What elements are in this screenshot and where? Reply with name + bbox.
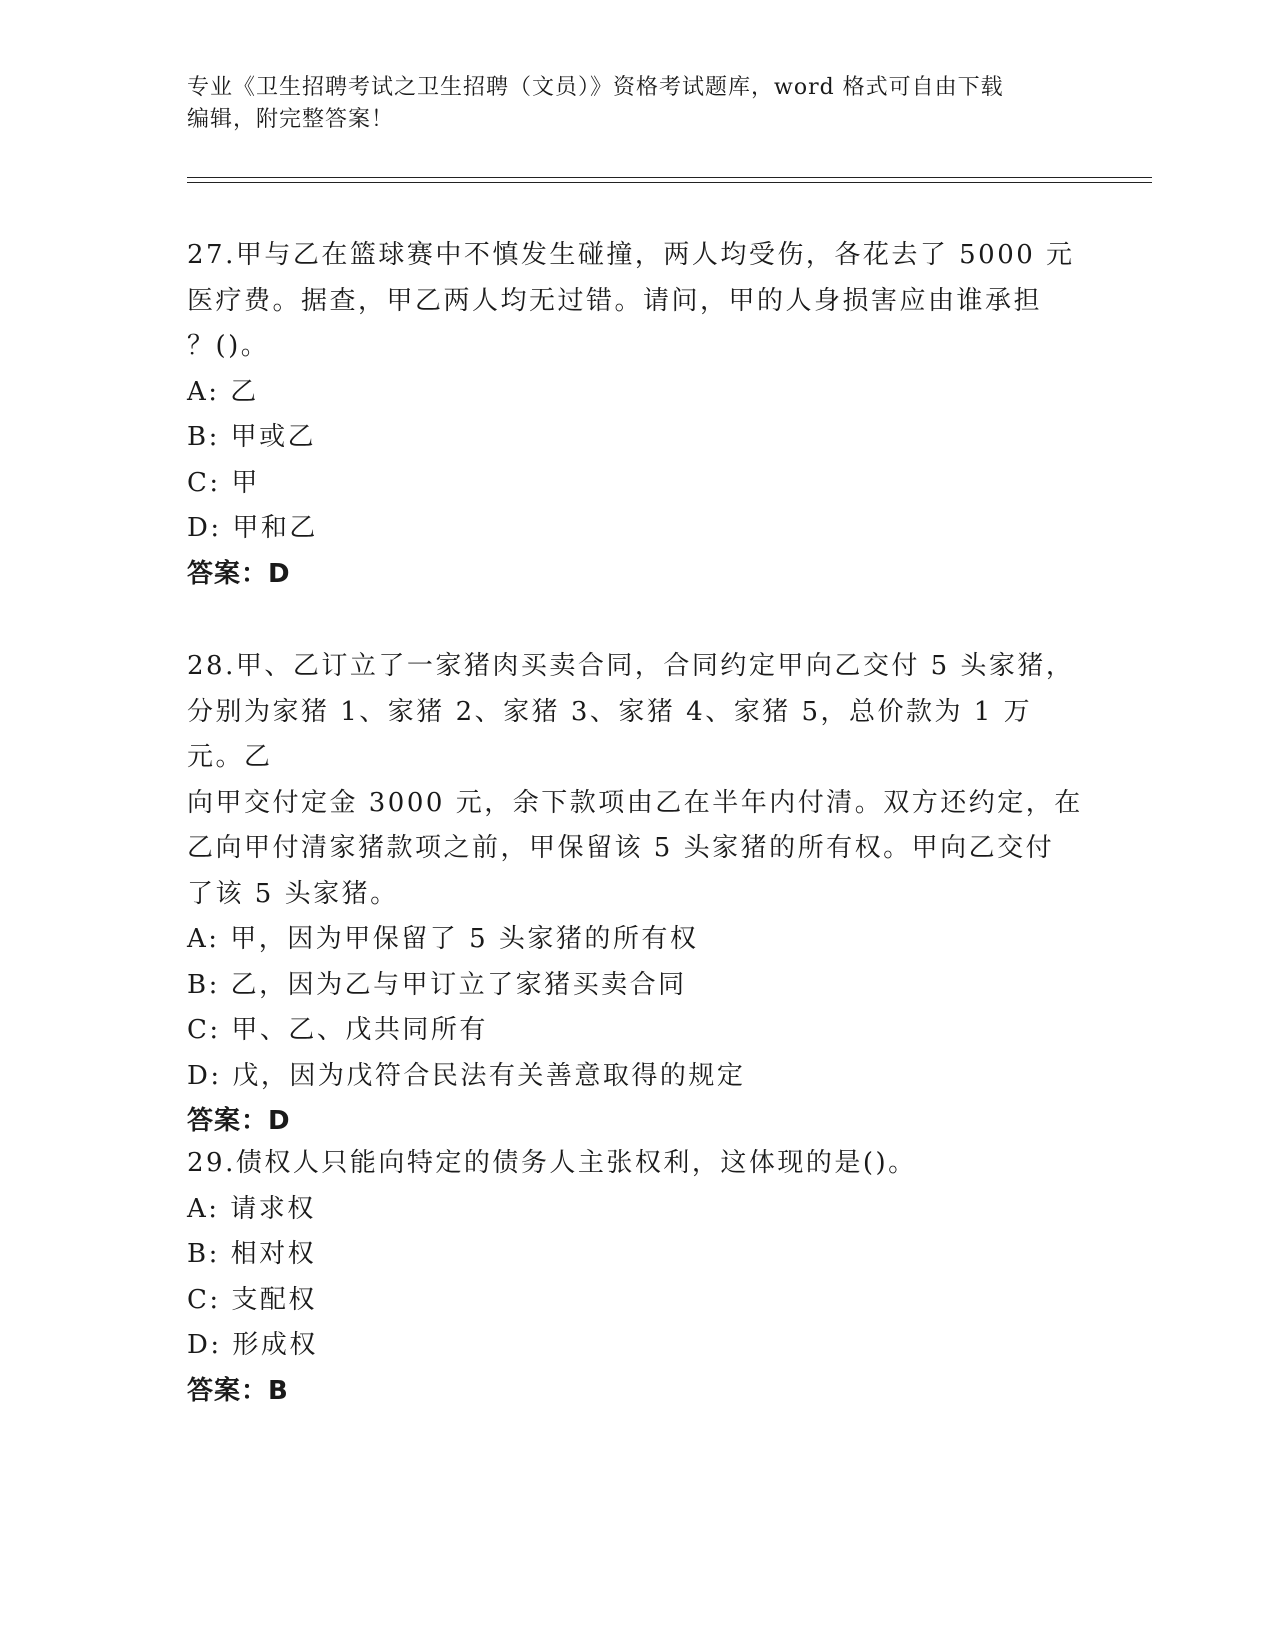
question-28-option-a: A: 甲，因为甲保留了 5 头家猪的所有权: [187, 924, 699, 954]
question-text-line: ？()。: [187, 331, 270, 361]
question-text-line: 了该 5 头家猪。: [187, 878, 399, 909]
question-29: [187, 1141, 1087, 1414]
question-29-text: [187, 1141, 1087, 1187]
question-28: [187, 644, 1087, 1145]
question-text-line: 29.债权人只能向特定的债务人主张权利，这体现的是()。: [187, 1148, 917, 1178]
question-29-answer: 答案：B: [187, 1375, 289, 1406]
question-28-text: [187, 644, 1087, 917]
question-28-option-d: D: 戊，因为戊符合民法有关善意取得的规定: [187, 1060, 746, 1091]
header-divider-bottom: [187, 182, 1152, 183]
question-29-option-b: B: 相对权: [187, 1239, 317, 1269]
question-27: [187, 233, 1087, 597]
header-intro-line-1: 专业《卫生招聘考试之卫生招聘（文员）》资格考试题库，word 格式可自由下载: [187, 75, 1004, 100]
question-text-line: 28.甲、乙订立了一家猪肉买卖合同，合同约定甲向乙交付 5 头家猪，: [187, 651, 1075, 681]
question-text-line: 分别为家猪 1、家猪 2、家猪 3、家猪 4、家猪 5，总价款为 1 万元。乙: [187, 696, 1033, 772]
question-27-option-a: A: 乙: [187, 376, 259, 407]
question-28-answer: 答案：D: [187, 1106, 291, 1136]
question-text-line: 乙向甲付清家猪款项之前，甲保留该 5 头家猪的所有权。甲向乙交付: [187, 833, 1055, 863]
question-27-option-d: D: 甲和乙: [187, 513, 318, 543]
question-text-line: 向甲交付定金 3000 元，余下款项由乙在半年内付清。双方还约定，在: [187, 787, 1083, 818]
question-text-line: 27.甲与乙在篮球赛中不慎发生碰撞，两人均受伤，各花去了 5000 元: [187, 240, 1075, 270]
question-28-option-c: C: 甲、乙、戊共同所有: [187, 1015, 488, 1045]
question-27-text: [187, 233, 1087, 370]
question-27-option-b: B: 甲或乙: [187, 422, 317, 452]
question-29-option-c: C: 支配权: [187, 1284, 317, 1315]
question-27-option-c: C: 甲: [187, 467, 260, 498]
question-29-option-d: D: 形成权: [187, 1330, 318, 1360]
question-27-answer: 答案：D: [187, 558, 291, 589]
question-28-option-b: B: 乙，因为乙与甲订立了家猪买卖合同: [187, 969, 687, 1000]
header-intro-line-2: 编辑，附完整答案！: [187, 107, 395, 132]
header-divider-top: [187, 177, 1152, 178]
question-29-option-a: A: 请求权: [187, 1193, 316, 1224]
question-text-line: 医疗费。据查，甲乙两人均无过错。请问，甲的人身损害应由谁承担: [187, 285, 1043, 316]
document-header: [187, 72, 1087, 136]
